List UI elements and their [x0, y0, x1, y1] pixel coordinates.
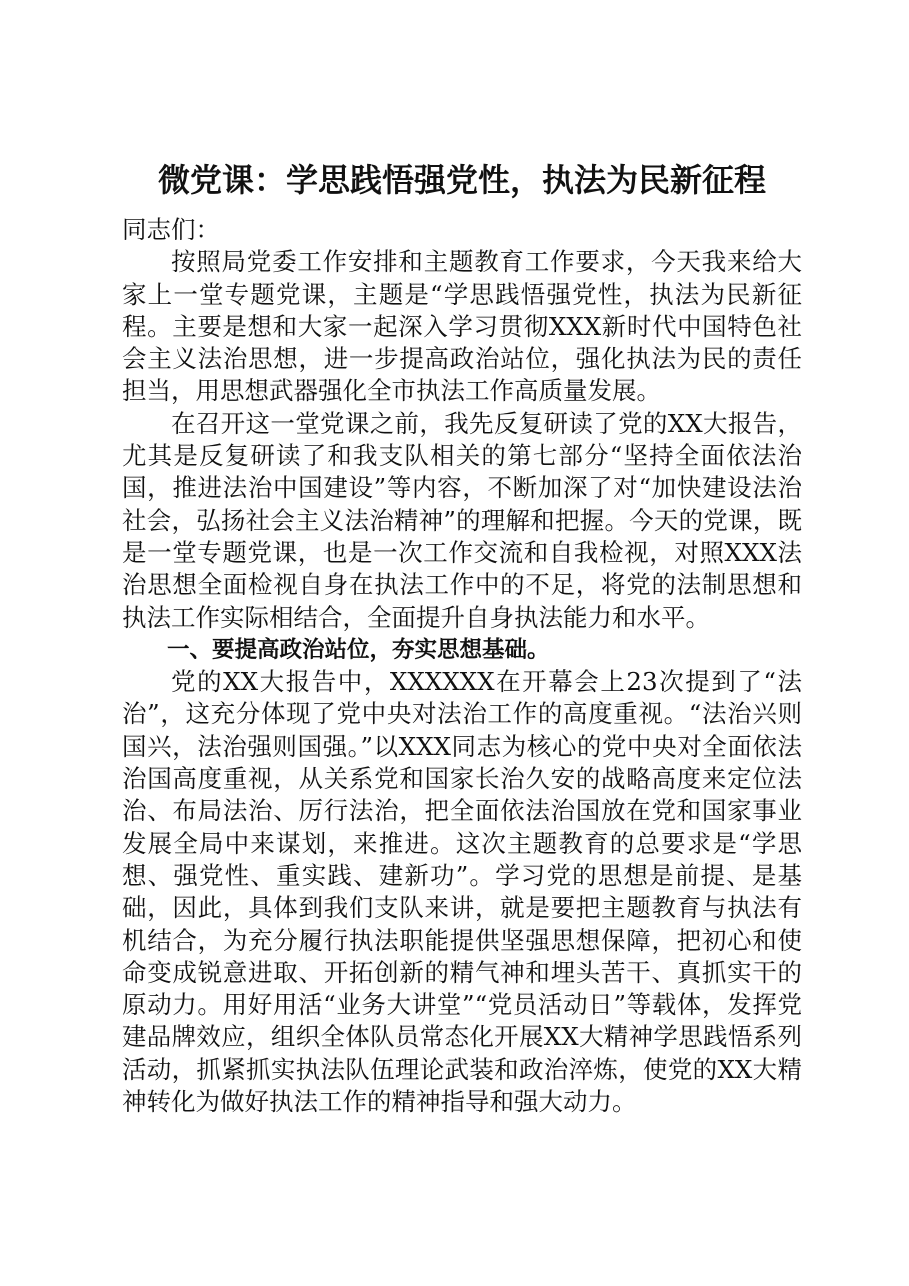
document-body [122, 150, 802, 1118]
background-paragraph: 在召开这一堂党课之前，我先反复研读了党的XX大报告，尤其是反复研读了和我支队相关的第七部分“坚持全面依法治国，推进法治中国建设”等内容，不断加深了对“加快建设法治社会，弘扬社会主义法治精神”的理解和把握。今天的党课，既是一堂专题党课，也是一次工作交流和自我检视，对照XXX法治思想全面检视自身在执法工作中的不足，将党的法制思想和执法工作实际相结合，全面提升自身执法能力和水平。 [122, 408, 802, 632]
document-title: 微党课：学思践悟强党性，执法为民新征程 [157, 161, 766, 199]
section-heading: 一、要提高政治站位，夯实思想基础。 [167, 636, 550, 663]
intro-paragraph: 按照局党委工作安排和主题教育工作要求，今天我来给大家上一堂专题党课，主题是“学思践悟强党性，执法为民新征程。主要是想和大家一起深入学习贯彻XXX新时代中国特色社会主义法治思想，进一步提高政治站位，强化执法为民的责任担当，用思想武器强化全市执法工作高质量发展。 [122, 247, 802, 406]
salutation: 同志们： [122, 215, 220, 244]
section-paragraph: 党的XX大报告中，XXXXXX在开幕会上23次提到了“法治”，这充分体现了党中央对法治工作的高度重视。“法治兴则国兴，法治强则国强。”以XXX同志为核心的党中央对全面依法治国高度重视，从关系党和国家长治久安的战略高度来定位法治、布局法治、厉行法治，把全面依法治国放在党和国家事业发展全局中来谋划，来推进。这次主题教育的总要求是“学思想、强党性、重实践、建新功”。学习党的思想是前提、是基础，因此，具体到我们支队来讲，就是要把主题教育与执法有机结合，为充分履行执法职能提供坚强思想保障，把初心和使命变成锐意进取、开拓创新的精气神和埋头苦干、真抓实干的原动力。用好用活“业务大讲堂”“党员活动日”等载体，发挥党建品牌效应，组织全体队员常态化开展XX大精神学思践悟系列活动，抓紧抓实执法队伍理论武装和政治淬炼，使党的XX大精神转化为做好执法工作的精神指导和强大动力。 [122, 667, 802, 1117]
